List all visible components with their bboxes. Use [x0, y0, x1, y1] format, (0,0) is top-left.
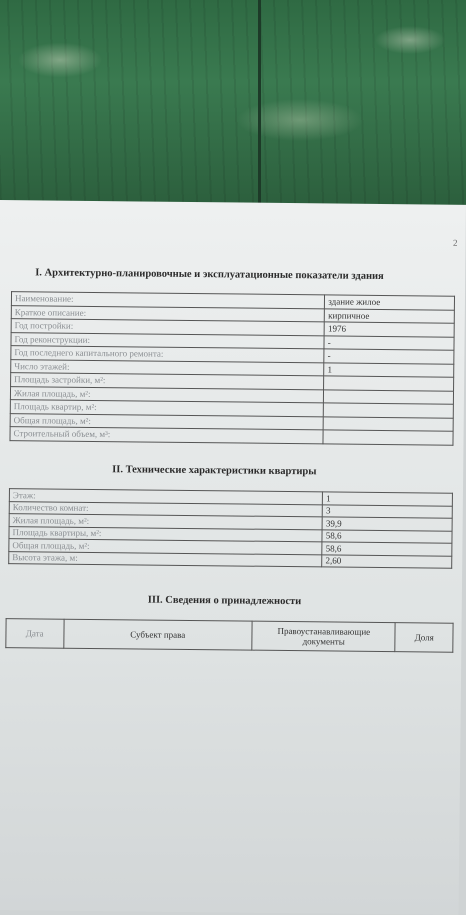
- row-value: -: [324, 349, 454, 364]
- row-value: 1: [323, 492, 453, 506]
- header-share: Доля: [395, 623, 453, 653]
- row-value: [323, 430, 453, 445]
- row-value: -: [324, 335, 454, 350]
- row-label: Площадь квартир, м²:: [10, 400, 323, 417]
- row-value: 1976: [324, 322, 454, 337]
- row-label: Число этажей:: [11, 359, 324, 376]
- row-value: 39,9: [322, 517, 452, 531]
- row-value: 1: [324, 362, 454, 377]
- document-page: [0, 200, 466, 915]
- header-documents: Правоустанавливающие документы: [252, 621, 396, 651]
- row-value: [324, 403, 454, 418]
- row-value: [324, 389, 454, 404]
- header-subject: Субъект права: [63, 619, 252, 650]
- row-label: Год реконструкции:: [11, 332, 324, 349]
- row-value: здание жилое: [325, 295, 455, 310]
- row-label: Жилая площадь, м²:: [9, 514, 322, 530]
- section3-title: III. Сведения о принадлежности: [147, 594, 302, 608]
- row-label: Наименование:: [11, 292, 324, 309]
- ownership-header-row: [6, 619, 453, 653]
- header-date: Дата: [6, 619, 64, 649]
- row-label: Строительный объем, м³:: [10, 427, 323, 444]
- row-value: 58,6: [322, 529, 452, 543]
- apartment-characteristics-table: [8, 488, 453, 569]
- row-value: [324, 376, 454, 391]
- row-value: [323, 416, 453, 431]
- row-label: Краткое описание:: [11, 305, 324, 322]
- row-value: 58,6: [322, 542, 452, 556]
- row-label: Количество комнат:: [9, 501, 322, 517]
- page-number: 2: [453, 237, 458, 248]
- building-indicators-table: [9, 291, 455, 445]
- row-value: кирпичное: [325, 308, 455, 323]
- row-label: Высота этажа, м:: [9, 551, 322, 567]
- wood-plank-gap: [258, 0, 261, 205]
- wooden-background: [0, 0, 466, 205]
- row-label: Год постройки:: [11, 319, 324, 336]
- ownership-table: [5, 618, 453, 653]
- row-label: Жилая площадь, м²:: [10, 386, 323, 403]
- row-label: Площадь застройки, м²:: [11, 373, 324, 390]
- row-label: Этаж:: [9, 489, 322, 505]
- row-label: Общая площадь, м²:: [9, 539, 322, 555]
- section2-title: II. Технические характеристики квартиры: [112, 464, 317, 478]
- row-label: Общая площадь, м²:: [10, 413, 323, 430]
- row-value: 3: [323, 504, 453, 518]
- row-label: Год последнего капитального ремонта:: [11, 346, 324, 363]
- row-label: Площадь квартиры, м²:: [9, 526, 322, 542]
- row-value: 2,60: [322, 554, 452, 568]
- section1-title: I. Архитектурно-планировочные и эксплуатационные показатели здания: [35, 267, 384, 283]
